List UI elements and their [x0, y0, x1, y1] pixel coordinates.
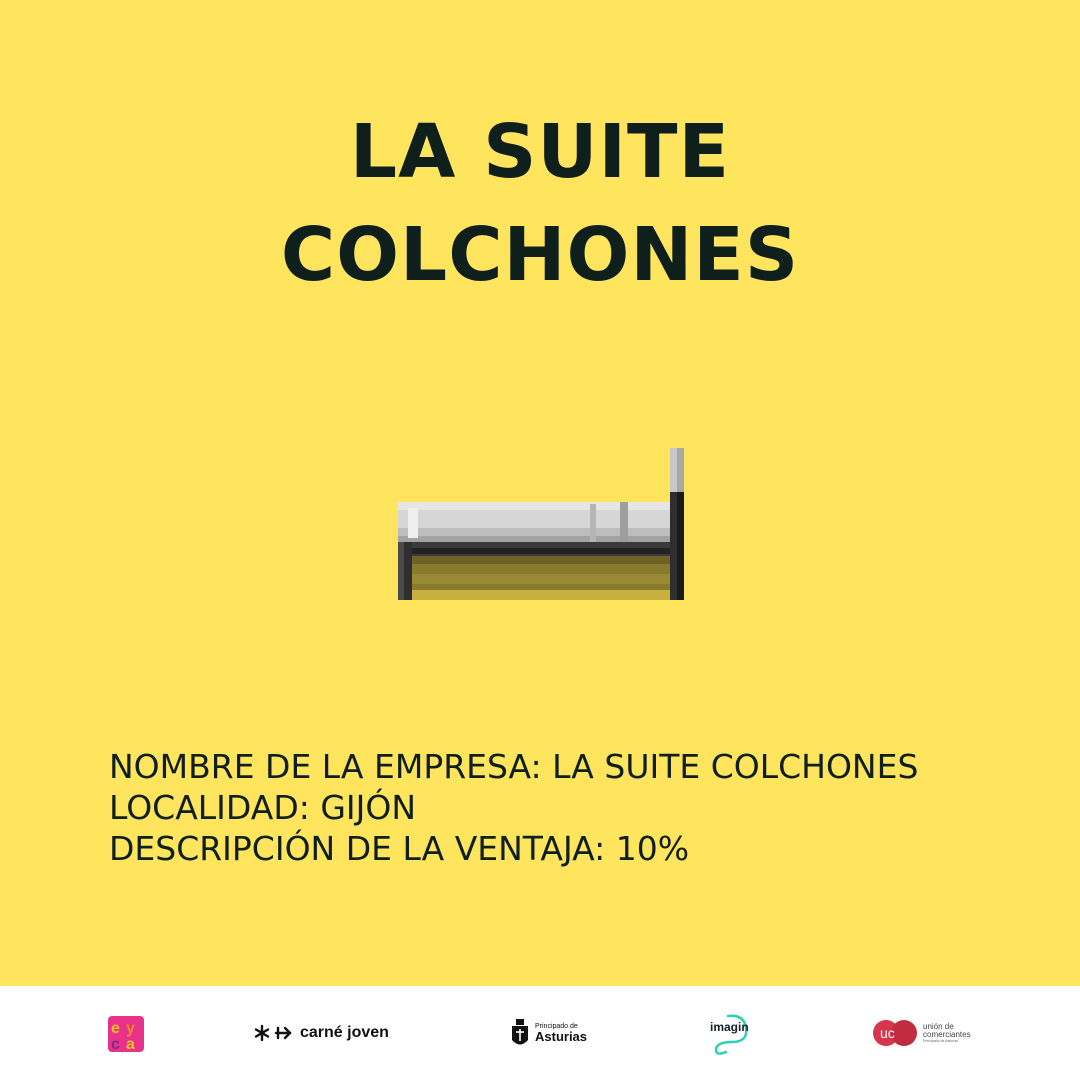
svg-text:y: y — [126, 1020, 135, 1037]
uc-line-3: Principado de Asturias — [923, 1038, 958, 1043]
asturias-small-text: Principado de — [535, 1023, 578, 1031]
page-title-line-1: LA SUITE — [349, 109, 731, 195]
svg-text:a: a — [126, 1036, 135, 1052]
carne-joven-logo — [254, 1020, 389, 1046]
asturias-logo — [511, 1018, 587, 1050]
locality: LOCALIDAD: GIJÓN — [109, 788, 417, 827]
asturias-large-text: Asturias — [535, 1029, 588, 1045]
uc-mark-text: uc — [880, 1025, 895, 1041]
footer-logos — [0, 986, 1080, 1080]
coat-of-arms-icon — [511, 1019, 529, 1049]
svg-text:e: e — [111, 1020, 120, 1037]
uc-line-1: unión de — [923, 1021, 954, 1031]
eyca-logo — [108, 1016, 144, 1052]
bed-icon — [394, 446, 686, 602]
imagin-swirl-icon — [708, 1012, 758, 1056]
uc-circles-icon — [872, 1018, 918, 1048]
imagin-logo — [708, 1012, 758, 1056]
advantage-description: DESCRIPCIÓN DE LA VENTAJA: 10% — [109, 829, 690, 868]
company-name: NOMBRE DE LA EMPRESA: LA SUITE COLCHONES — [109, 747, 919, 786]
union-comerciantes-logo — [872, 1018, 971, 1048]
page-title-line-2: COLCHONES — [280, 212, 800, 298]
carne-joven-text: carné joven — [300, 1024, 389, 1041]
imagin-text: imagin — [710, 1020, 749, 1034]
asterisk-arrow-icon — [254, 1023, 294, 1043]
uc-line-2: comerciantes — [923, 1029, 971, 1039]
svg-text:c: c — [111, 1036, 120, 1052]
